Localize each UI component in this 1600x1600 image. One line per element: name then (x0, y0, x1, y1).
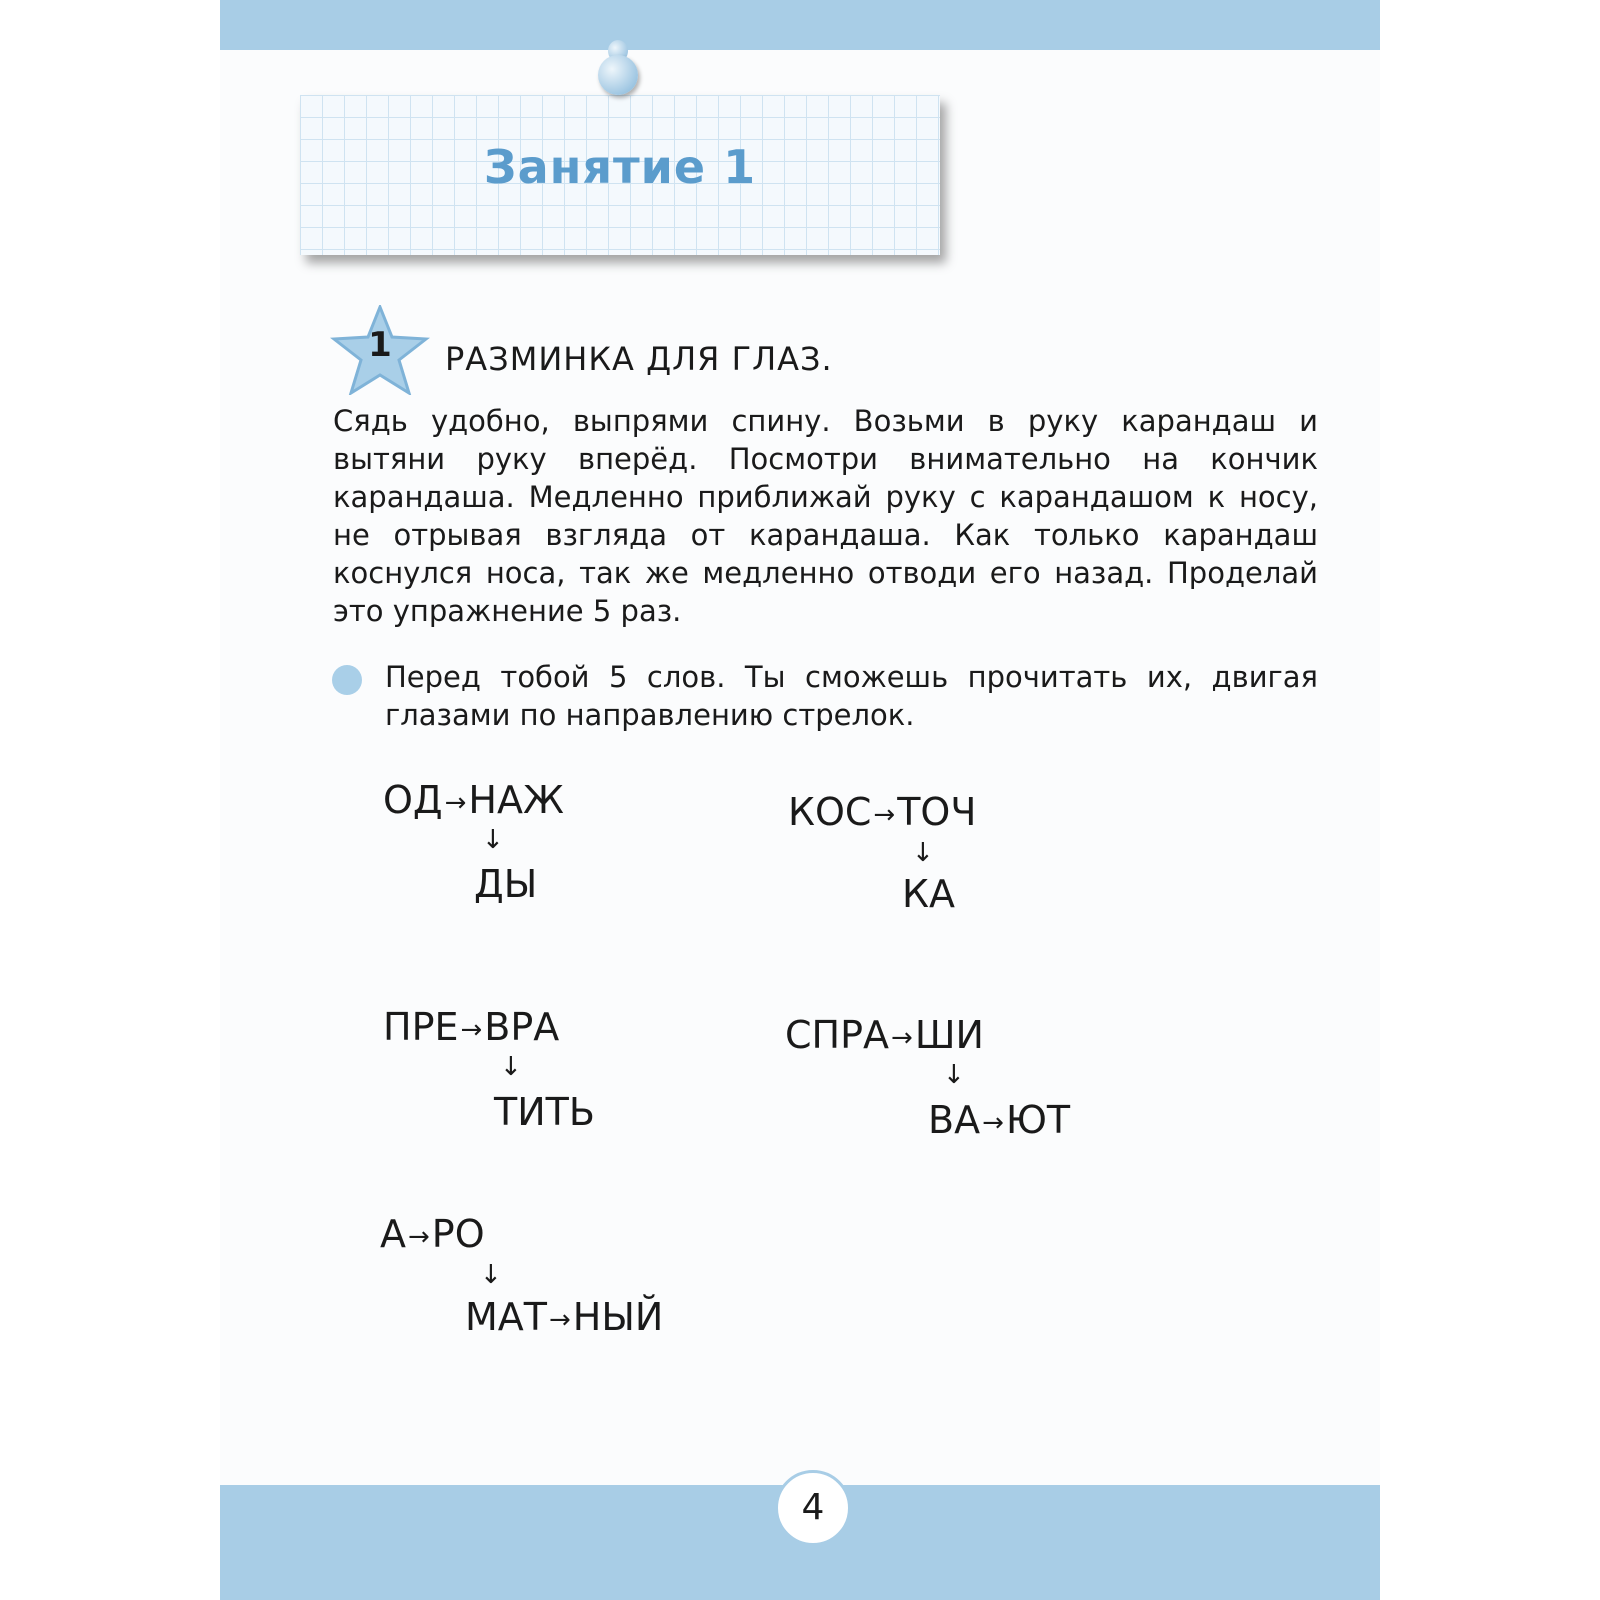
word-1-row (383, 778, 564, 822)
word-2-row (788, 790, 976, 834)
task-text: Перед тобой 5 слов. Ты сможешь прочитать их, двигая глазами по направлению стрелок. (385, 660, 1318, 732)
word-4-row (785, 1013, 984, 1057)
syllable: РО (431, 1212, 485, 1256)
syllable: ВРА (484, 1005, 560, 1049)
arrow-right-icon: → (982, 1107, 1004, 1138)
arrow-right-icon: → (444, 787, 467, 818)
syllable: ДЫ (474, 862, 538, 906)
word-5-row-2 (465, 1295, 663, 1339)
exercise-number: 1 (368, 325, 392, 365)
syllable: СПРА (785, 1013, 890, 1057)
word-4-row-2 (928, 1098, 1070, 1142)
arrow-right-icon: → (891, 1022, 913, 1053)
syllable: ЮТ (1005, 1098, 1071, 1142)
exercise-instructions: Сядь удобно, выпрями спину. Возьми в руку карандаш и вытяни руку вперёд. Посмотри внимательно на кончик карандаша. Медленно приближай руку с карандашом к носу, не отрывая взгляда от карандаша. Как только карандаш коснулся носа, так же медленно отводи его назад. Проделай это упражнение 5 раз. (333, 404, 1318, 628)
arrow-down-icon: ↓ (912, 838, 934, 868)
syllable: ОД (383, 778, 443, 822)
arrow-right-icon: → (460, 1014, 483, 1045)
syllable: ПРЕ (383, 1005, 459, 1049)
arrow-down-icon: ↓ (482, 825, 504, 855)
syllable: ВА (928, 1098, 981, 1142)
syllable: МАТ (465, 1295, 547, 1339)
bullet-icon (332, 665, 362, 695)
lesson-title: Занятие 1 (483, 140, 757, 194)
syllable: НАЖ (468, 778, 564, 822)
arrow-down-icon: ↓ (480, 1260, 502, 1290)
syllable: КА (902, 872, 955, 916)
pushpin-icon (598, 55, 638, 95)
syllable: ТОЧ (897, 790, 977, 834)
syllable: А (380, 1212, 406, 1256)
top-decorative-band (220, 0, 1380, 50)
arrow-down-icon: ↓ (500, 1052, 522, 1082)
syllable: НЫЙ (572, 1295, 664, 1339)
arrow-right-icon: → (408, 1221, 430, 1252)
syllable: КОС (788, 790, 872, 834)
arrow-down-icon: ↓ (943, 1060, 965, 1090)
page-number: 4 (775, 1470, 851, 1546)
lesson-title-card (300, 95, 940, 255)
exercise-heading: РАЗМИНКА ДЛЯ ГЛАЗ. (445, 340, 833, 378)
arrow-right-icon: → (549, 1304, 571, 1335)
word-5-row (380, 1212, 485, 1256)
arrow-right-icon: → (873, 799, 896, 830)
word-3-row (383, 1005, 559, 1049)
syllable: ШИ (914, 1013, 984, 1057)
syllable: ТИТЬ (494, 1090, 595, 1134)
